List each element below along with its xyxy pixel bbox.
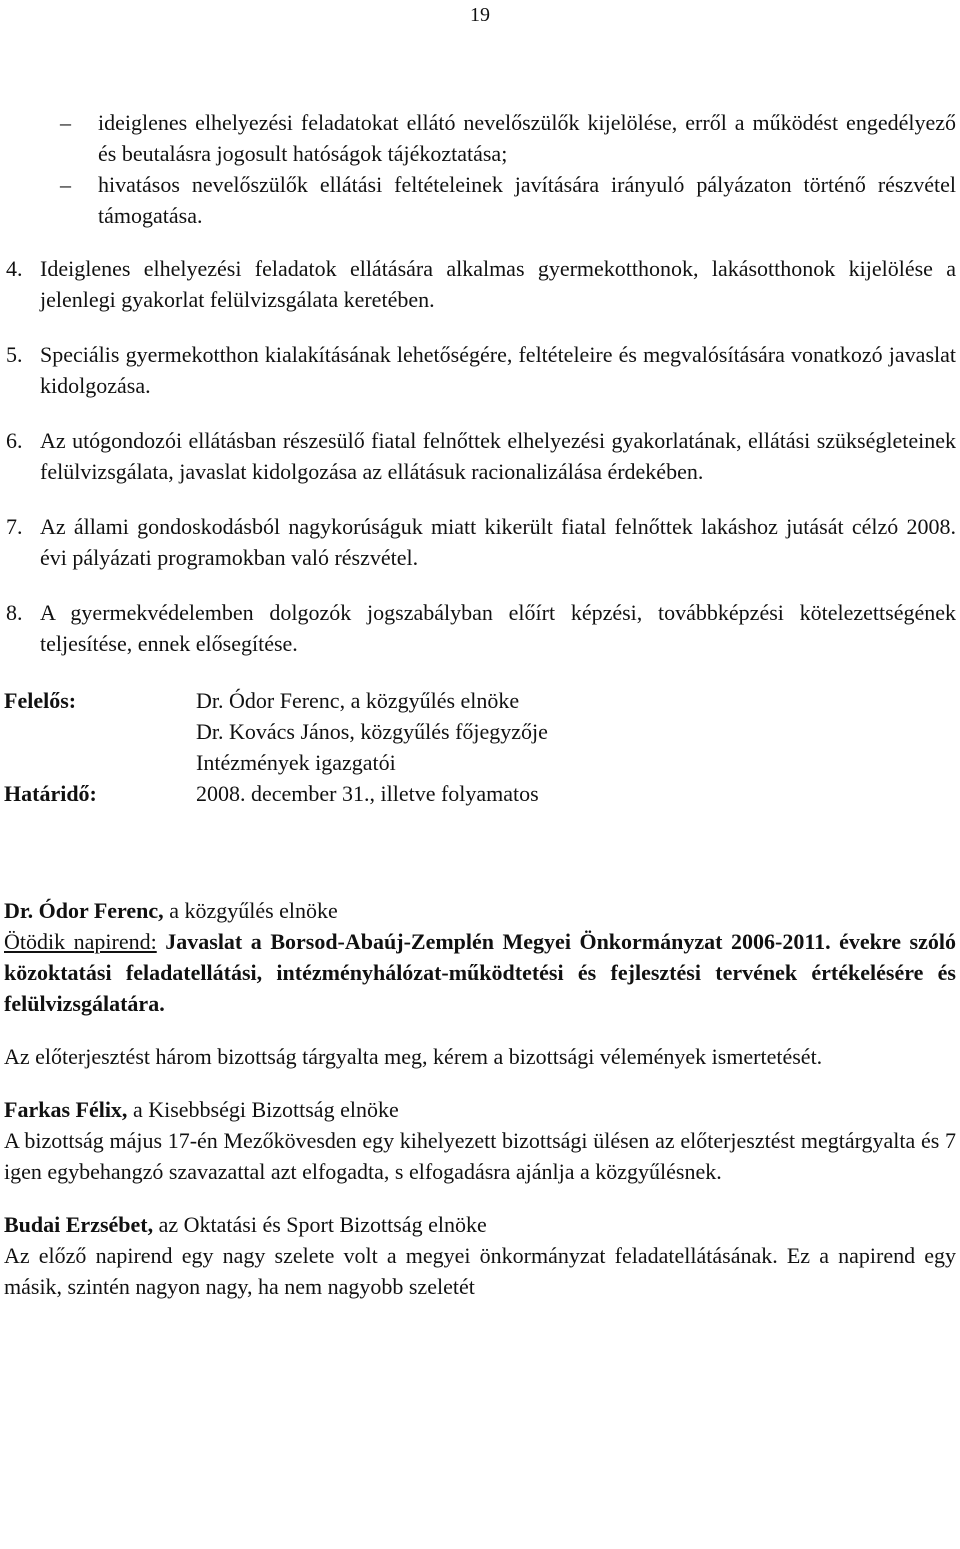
numbered-list: [4, 253, 956, 659]
document-body: [4, 107, 956, 1302]
item-text: A gyermekvédelemben dolgozók jogszabályban előírt képzési, továbbképzési kötelezettségének teljesítése, ennek elősegítése.: [40, 600, 956, 656]
list-item: [4, 107, 956, 169]
responsible-person: Dr. Ódor Ferenc, a közgyűlés elnöke: [196, 688, 520, 713]
speaker-minority-committee: [4, 1094, 956, 1125]
speaker-education-committee: [4, 1209, 956, 1240]
item-number: 6.: [6, 428, 23, 453]
page-number: 19: [470, 4, 490, 26]
responsible-label: Felelős:: [4, 688, 77, 713]
speaker-role: a közgyűlés elnöke: [163, 898, 338, 923]
item-text: Az állami gondoskodásból nagykorúságuk miatt kikerült fiatal felnőttek lakáshoz jutását célzó 2008. évi pályázati programokban való részvétel.: [40, 514, 956, 570]
paragraph: Az előző napirend egy nagy szelete volt a megyei önkormányzat feladatellátásának. Ez a napirend egy másik, szintén nagyon nagy, ha nem nagyobb szeletét: [4, 1243, 956, 1299]
speaker-name: Dr. Ódor Ferenc,: [4, 898, 164, 923]
dash-bullet: –: [60, 110, 71, 135]
list-item-text: hivatásos nevelőszülők ellátási feltételeinek javítására irányuló pályázaton történő részvétel támogatása.: [98, 172, 956, 228]
item-number: 5.: [6, 342, 23, 367]
numbered-item: [4, 597, 956, 659]
numbered-item: [4, 339, 956, 401]
deadline-label: Határidő:: [4, 781, 97, 806]
list-item: [4, 169, 956, 231]
item-number: 7.: [6, 514, 23, 539]
numbered-item: [4, 425, 956, 487]
speaker-role: a Kisebbségi Bizottság elnöke: [127, 1097, 399, 1122]
item-number: 4.: [6, 256, 23, 281]
agenda-label: Ötödik napirend:: [4, 929, 157, 954]
item-text: Speciális gyermekotthon kialakításának lehetőségére, feltételeire és megvalósítására vonatkozó javaslat kidolgozása.: [40, 342, 956, 398]
item-text: Az utógondozói ellátásban részesülő fiatal felnőttek elhelyezési gyakorlatának, ellátási szükségleteinek felülvizsgálata, javaslat kidolgozása az ellátásuk racionalizálása érdekében.: [40, 428, 956, 484]
speaker-name: Budai Erzsébet,: [4, 1212, 154, 1237]
paragraph: Az előterjesztést három bizottság tárgyalta meg, kérem a bizottsági vélemények ismertetését.: [4, 1044, 823, 1069]
responsibility-block: [4, 685, 956, 809]
agenda-item: [4, 926, 956, 1019]
numbered-item: [4, 511, 956, 573]
responsible-person: Intézmények igazgatói: [196, 750, 396, 775]
item-text: Ideiglenes elhelyezési feladatok ellátására alkalmas gyermekotthonok, lakásotthonok kijelölése a jelenlegi gyakorlat felülvizsgálata keretében.: [40, 256, 956, 312]
item-number: 8.: [6, 600, 23, 625]
paragraph: A bizottság május 17-én Mezőkövesden egy kihelyezett bizottsági ülésen az előterjesztést megtárgyalta és 7 igen egybehangzó szavazattal azt elfogadta, s elfogadásra ajánlja a közgyűlésnek.: [4, 1128, 956, 1184]
speaker-chair: [4, 895, 956, 926]
speaker-role: az Oktatási és Sport Bizottság elnöke: [153, 1212, 487, 1237]
speaker-name: Farkas Félix,: [4, 1097, 128, 1122]
numbered-item: [4, 253, 956, 315]
agenda-title: Javaslat a Borsod-Abaúj-Zemplén Megyei Önkormányzat 2006-2011. évekre szóló közoktatási feladatellátási, intézményhálózat-működtetési és fejlesztési tervének értékelésére és felülvizsgálatára.: [4, 929, 956, 1016]
deadline-value: 2008. december 31., illetve folyamatos: [196, 781, 539, 806]
dash-list: [4, 107, 956, 231]
list-item-text: ideiglenes elhelyezési feladatokat ellátó nevelőszülők kijelölése, erről a működést engedélyező és beutalásra jogosult hatóságok tájékoztatása;: [98, 110, 956, 166]
responsible-person: Dr. Kovács János, közgyűlés főjegyzője: [196, 719, 548, 744]
dash-bullet: –: [60, 172, 71, 197]
